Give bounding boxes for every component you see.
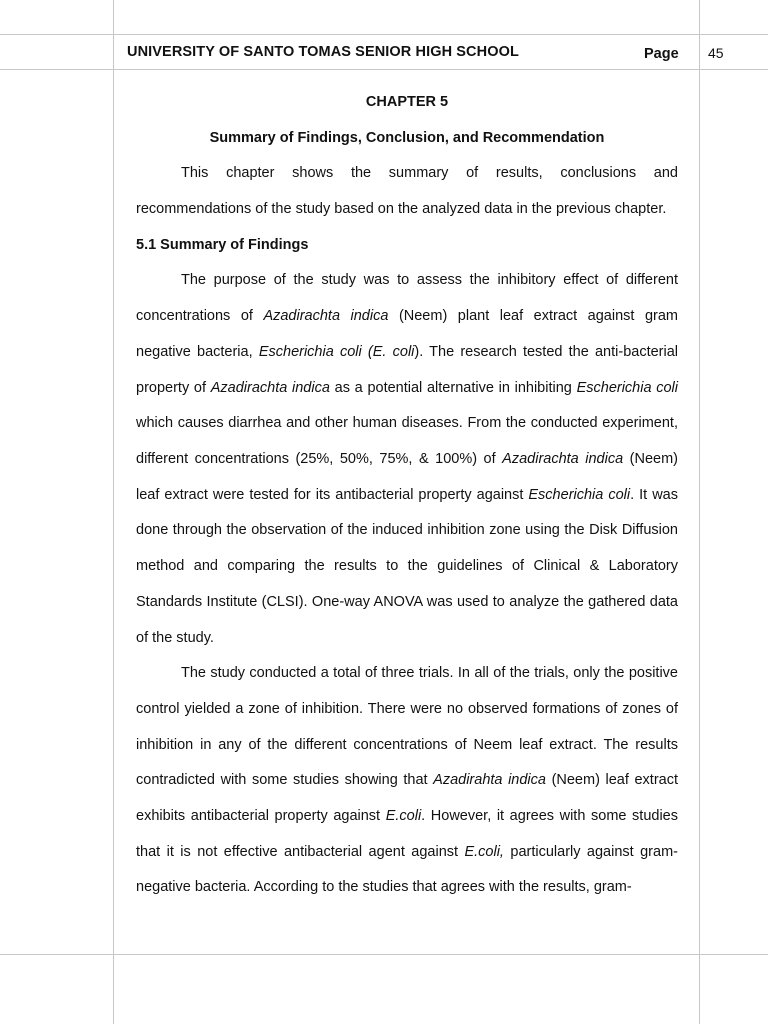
chapter-title: Summary of Findings, Conclusion, and Recommendation bbox=[209, 129, 605, 146]
findings-paragraph-1: The purpose of the study was to assess the inhibitory effect of different concentrations of Azadirachta indica (Neem) plant leaf extract against gram negative bacteria, Escherichia coli (E. coli). The research tested the anti-bacterial property of Azadirachta indica as a potential alternative in inhibiting Escherichia coli which causes diarrhea and other human diseases. From the conducted experiment, different concentrations (25%, 50%, 75%, & 100%) of Azadirachta indica (Neem) leaf extract were tested for its antibacterial property against Escherichia coli. It was done through the observation of the induced inhibition zone using the Disk Diffusion method and comparing the results to the guidelines of Clinical & Laboratory Standards Institute (CLSI). One-way ANOVA was used to analyze the gathered data of the study. bbox=[136, 272, 679, 646]
intro-paragraph: This chapter shows the summary of results, conclusions and recommendations of the study based on the analyzed data in the previous chapter. bbox=[136, 165, 678, 218]
document-body bbox=[136, 85, 678, 906]
footer-rule bbox=[0, 954, 768, 955]
findings-paragraph-2: The study conducted a total of three trials. In all of the trials, only the positive control yielded a zone of inhibition. There were no observed formations of zones of inhibition in any of the different concentrations of Neem leaf extract. The results contradicted with some studies showing that Azadirahta indica (Neem) leaf extract exhibits antibacterial property against E.coli. However, it agrees with some studies that it is not effective antibacterial agent against E.coli, particularly against gram-negative bacteria. According to the studies that agrees with the results, gram- bbox=[136, 665, 678, 896]
school-header: UNIVERSITY OF SANTO TOMAS SENIOR HIGH SCHOOL bbox=[127, 44, 519, 60]
header-bottom-rule bbox=[0, 69, 768, 70]
section-heading: 5.1 Summary of Findings bbox=[136, 236, 309, 253]
chapter-label: CHAPTER 5 bbox=[365, 94, 449, 110]
header-top-rule bbox=[0, 34, 768, 35]
page-number: 45 bbox=[708, 45, 724, 61]
right-margin-rule bbox=[699, 0, 700, 1024]
page-label: Page bbox=[644, 46, 679, 62]
left-margin-rule bbox=[113, 0, 114, 1024]
